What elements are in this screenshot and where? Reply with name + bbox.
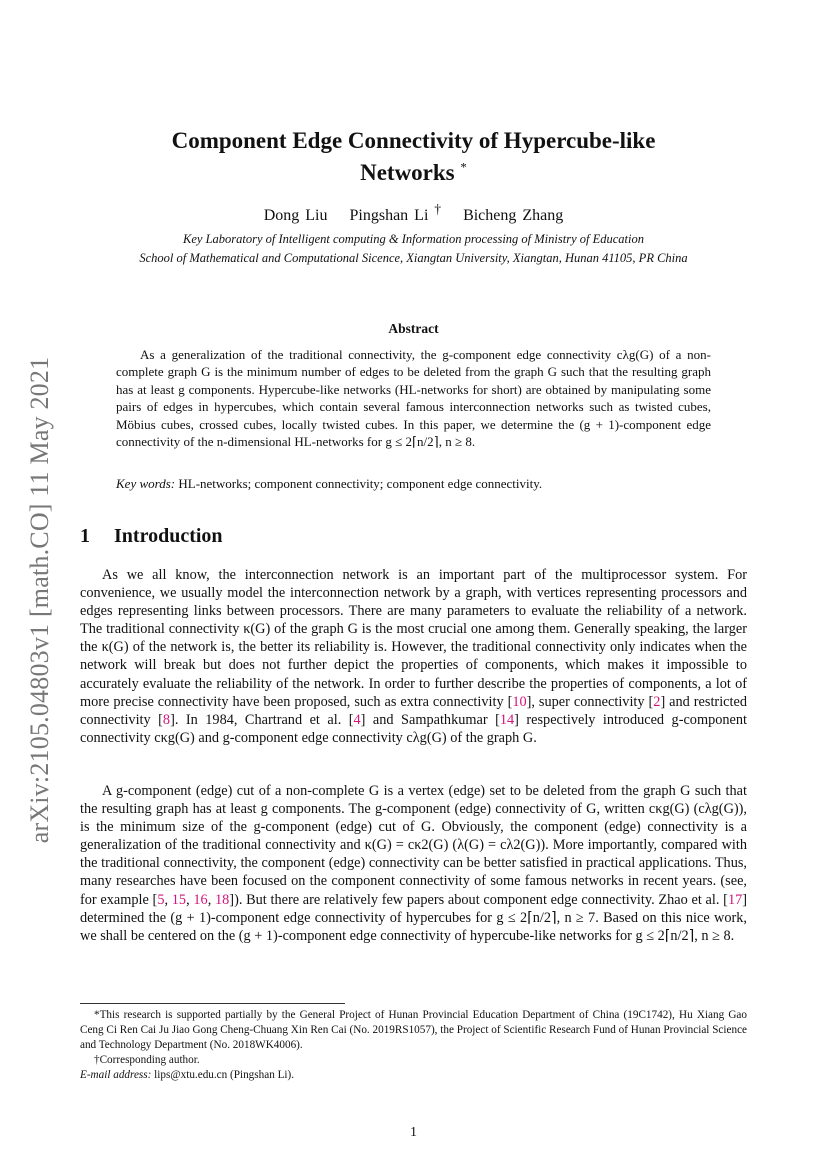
- title-line-2: [80, 157, 747, 189]
- keywords-label: Key words:: [116, 476, 176, 491]
- email-text[interactable]: lips@xtu.edu.cn (Pingshan Li).: [154, 1069, 295, 1081]
- section-heading: [80, 525, 223, 548]
- citation-link[interactable]: 4: [353, 711, 361, 728]
- paper-title: [80, 125, 747, 189]
- title-line-1: Component Edge Connectivity of Hypercube-like: [171, 128, 656, 153]
- author-name: Pingshan Li: [349, 207, 429, 224]
- abstract-heading: Abstract: [388, 321, 439, 336]
- body-paragraph: A g-component (edge) cut of a non-complete G is a vertex (edge) set to be deleted from the graph G such that the resulting graph has at least g components. The g-component (edge) connectivity of G, written cκg(G) (cλg(G)), is the minimum size of the g-component (edge) cut of G. Obviously, the component (edge) connectivity is a generalization of the traditional connectivity and κ(G) = cκ2(G) (λ(G) = cλ2(G)). More importantly, compared with the traditional connectivity, the component (edge) connectivity can be better satisfied in practical applications. Thus, many researches have been focused on the component connectivity of some famous networks in recent years. (see, for example [5, 15, 16, 18]). But there are relatively few papers about component edge connectivity. Zhao et al. [17] determined the (g + 1)-component edge connectivity of hypercubes for g ≤ 2⌈n/2⌉, n ≥ 7. Based on this nice work, we shall be centered on the (g + 1)-component edge connectivity of hypercube-like networks for g ≤ 2⌈n/2⌉, n ≥ 8.: [80, 783, 747, 944]
- abstract-body: As a generalization of the traditional connectivity, the g-component edge connectivity cλg(G) of a non-complete graph G is the minimum number of edges to be deleted from the graph G such that the resulting graph has at least g components. Hypercube-like networks (HL-networks for short) are obtained by manipulating some pairs of edges in hypercubes, which contain several famous interconnection networks such as twisted cubes, Möbius cubes, crossed cubes, locally twisted cubes. In this paper, we determine the (g + 1)-component edge connectivity of the n-dimensional HL-networks for g ≤ 2⌈n/2⌉, n ≥ 8.: [116, 347, 711, 450]
- footnotes: [80, 1008, 747, 1083]
- citation-link[interactable]: 17: [727, 891, 743, 908]
- citation-link[interactable]: 15: [171, 891, 187, 908]
- email-line: [80, 1068, 747, 1083]
- email-label: E-mail address:: [80, 1069, 152, 1081]
- author-name: Dong Liu: [263, 207, 328, 224]
- title-line-2-text: Networks: [360, 160, 455, 185]
- citation-link[interactable]: 8: [162, 711, 171, 728]
- citation-link[interactable]: 10: [512, 693, 527, 710]
- footnote-corresponding: †Corresponding author.: [94, 1054, 200, 1066]
- citation-link[interactable]: 18: [215, 891, 230, 908]
- footnote-funding: *This research is supported partially by the General Project of Hunan Provincial Education Department of China (19C1742), Hu Xiang Gao Ceng Ci Ren Cai Ju Jiao Gong Cheng-Chuang Xin Ren Cai (No. 2019RS1057), the Project of Scientific Research Fund of Hunan Provincial Science and Technology Department (No. 2018WK4006).: [80, 1009, 747, 1051]
- citation-link[interactable]: 5: [157, 891, 165, 908]
- author-mark: †: [434, 201, 442, 217]
- footnote-divider: [80, 1003, 345, 1004]
- affiliation: Key Laboratory of Intelligent computing & Information processing of Ministry of Education: [183, 232, 644, 246]
- arxiv-stamp-text: arXiv:2105.04803v1 [math.CO] 11 May 2021: [25, 356, 54, 844]
- arxiv-stamp: [18, 340, 62, 860]
- keywords-text: HL-networks; component connectivity; component edge connectivity.: [178, 476, 543, 491]
- citation-link[interactable]: 2: [653, 693, 661, 710]
- page-number: 1: [410, 1125, 417, 1140]
- citation-link[interactable]: 14: [499, 711, 515, 728]
- section-number: 1: [80, 525, 90, 547]
- author-list: [80, 201, 747, 225]
- section-title: Introduction: [114, 525, 223, 547]
- title-footnote-mark: *: [460, 159, 467, 175]
- author-name: Bicheng Zhang: [463, 207, 564, 224]
- affiliation: School of Mathematical and Computational Sicence, Xiangtan University, Xiangtan, Hunan 41105, PR China: [139, 251, 688, 265]
- body-paragraph: As we all know, the interconnection network is an important part of the multiprocessor system. For convenience, we usually model the interconnection network by a graph, with vertices representing processors and edges representing links between processors. There are many parameters to evaluate the reliability of a network. The traditional connectivity κ(G) of the graph G is the most crucial one among them. Generally speaking, the larger the κ(G) of the network is, the better its reliability is. However, the traditional connectivity only indicates when the network will break but does not further depict the properties of components, which makes it impossible to accurately evaluate the reliability of the network. In order to further describe the properties of components, a lot of more precise connectivity have been proposed, such as extra connectivity [10], super connectivity [2] and restricted connectivity [8]. In 1984, Chartrand et al. [4] and Sampathkumar [14] respectively introduced g-component connectivity cκg(G) and g-component edge connectivity cλg(G) of the graph G.: [80, 567, 747, 746]
- keywords: [116, 476, 711, 492]
- citation-link[interactable]: 16: [193, 891, 208, 908]
